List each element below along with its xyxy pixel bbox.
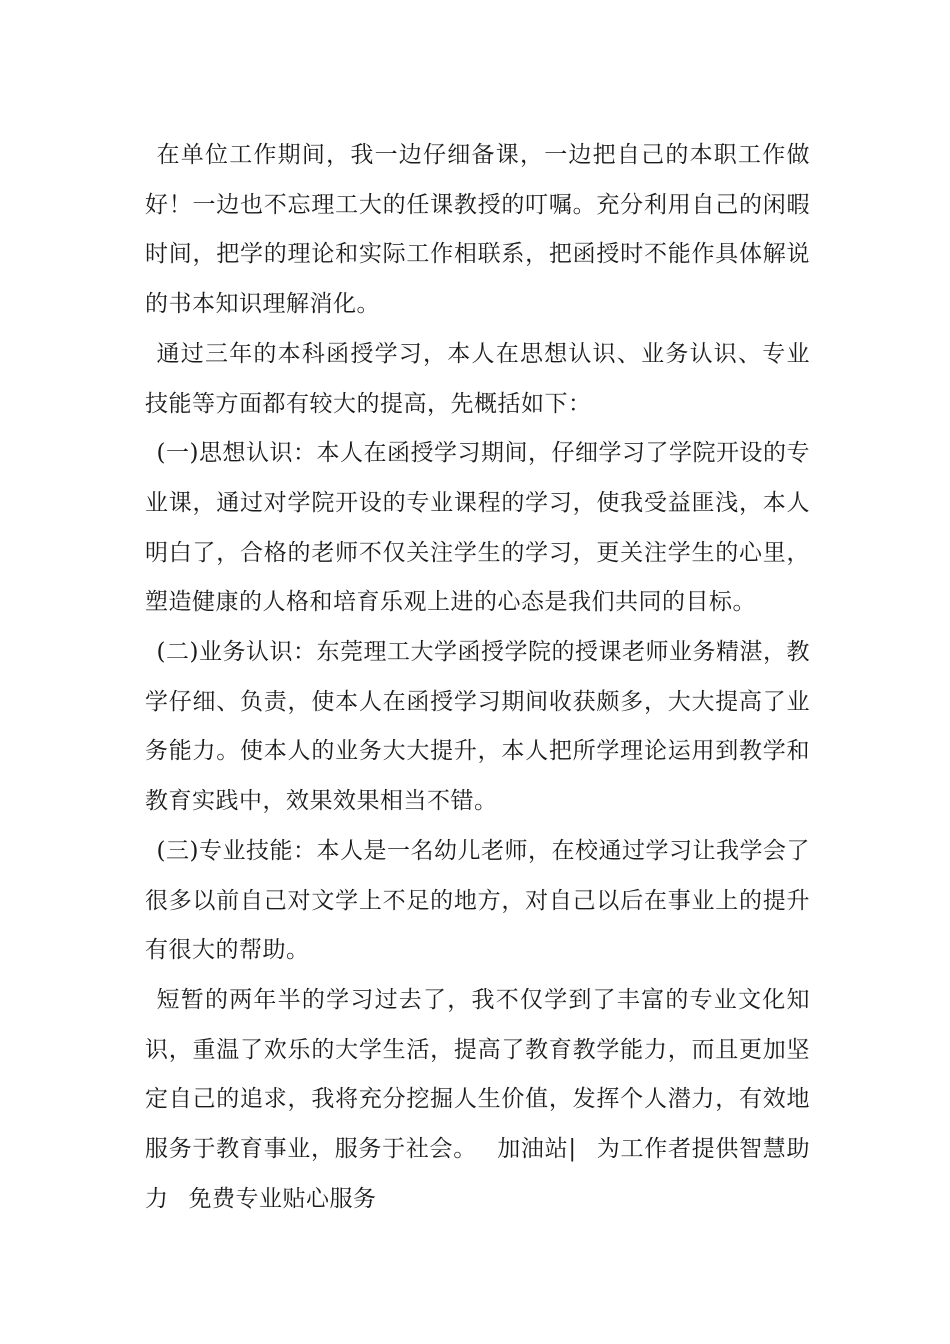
site-slogan: 为工作者提供智慧助力 [145, 1136, 811, 1212]
paragraph-conclusion [145, 976, 810, 1225]
site-name: 加油站 [496, 1136, 569, 1163]
paragraph-study-summary: 通过三年的本科函授学习，本人在思想认识、业务认识、专业技能等方面都有较大的提高，先概括如下： [145, 340, 810, 417]
paragraph-work-period: 在单位工作期间，我一边仔细备课，一边把自己的本职工作做好！一边也不忘理工大的任课教授的叮嘱。充分利用自己的闲暇时间，把学的理论和实际工作相联系，把函授时不能作具体解说的书本知识理解消化。 [145, 142, 810, 318]
site-service: 免费专业贴心服务 [188, 1185, 377, 1212]
document-body [145, 131, 810, 1224]
paragraph-professional-skills: (三)专业技能：本人是一名幼儿老师，在校通过学习让我学会了很多以前自己对文学上不足的地方，对自己以后在事业上的提升有很大的帮助。 [145, 837, 810, 964]
conclusion-text: 短暂的两年半的学习过去了，我不仅学到了丰富的专业文化知识，重温了欢乐的大学生活，提高了教育教学能力，而且更加坚定自己的追求，我将充分挖掘人生价值，发挥个人潜力，有效地服务于教育事业，服务于社会。 [145, 986, 810, 1163]
site-divider: | [568, 1136, 577, 1163]
paragraph-professional-awareness: (二)业务认识：东莞理工大学函授学院的授课老师业务精湛，教学仔细、负责，使本人在函授学习期间收获颇多，大大提高了业务能力。使本人的业务大大提升，本人把所学理论运用到教学和教育实践中，效果效果相当不错。 [145, 639, 810, 815]
paragraph-ideological-awareness: (一)思想认识：本人在函授学习期间，仔细学习了学院开设的专业课，通过对学院开设的专业课程的学习，使我受益匪浅，本人明白了，合格的老师不仅关注学生的学习，更关注学生的心里，塑造健康的人格和培育乐观上进的心态是我们共同的目标。 [145, 440, 810, 616]
